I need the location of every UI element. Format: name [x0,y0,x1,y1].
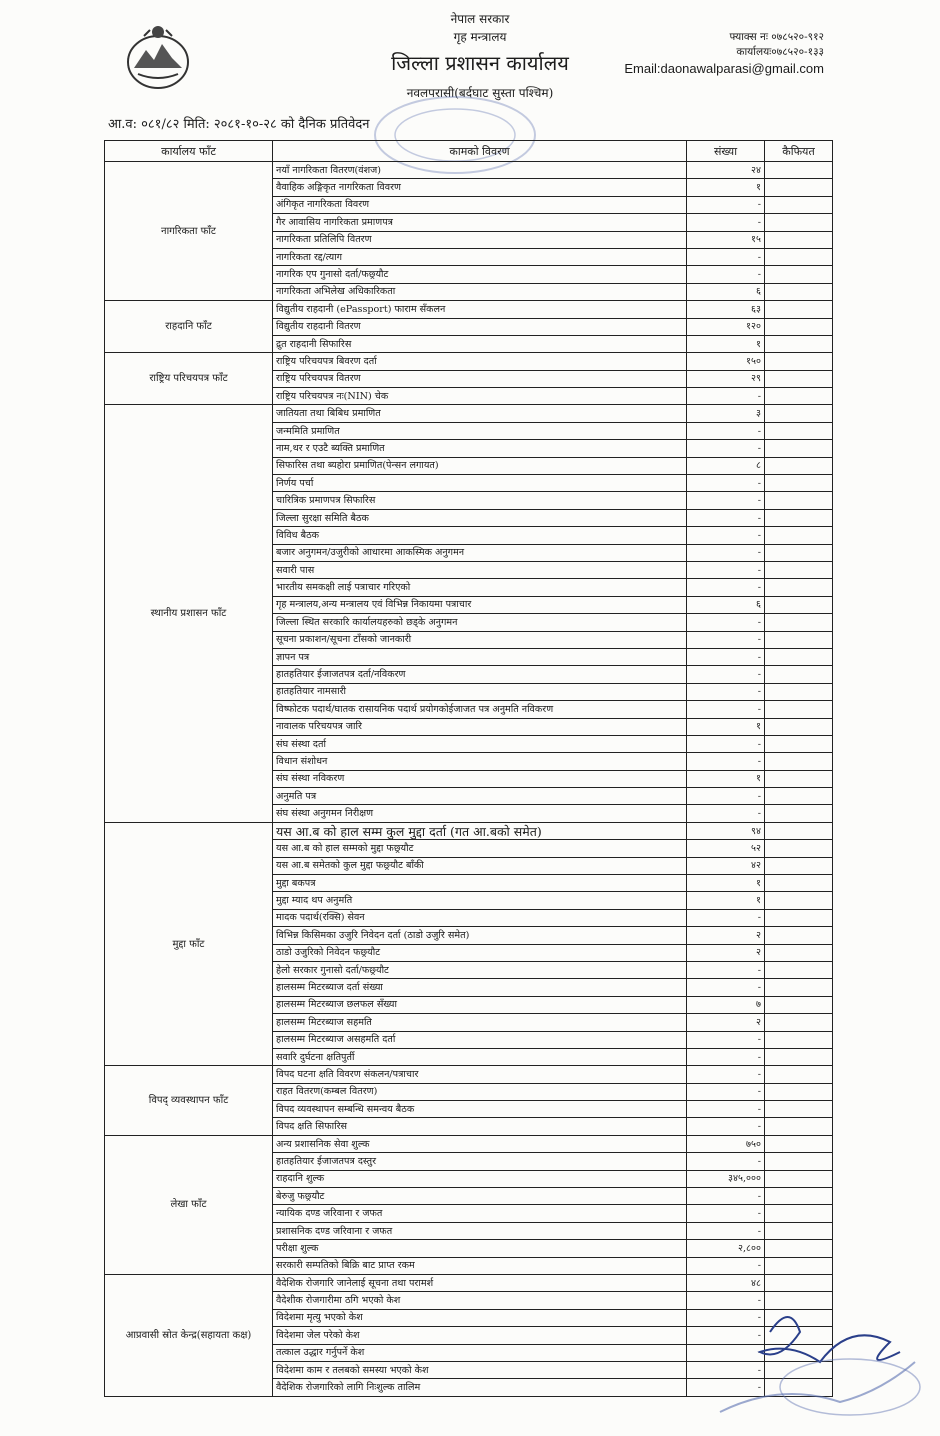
row-count: - [687,388,765,405]
row-count: - [687,1153,765,1170]
row-remarks [765,422,833,439]
row-description: विष्फोटक पदार्थ/घातक रासायनिक पदार्थ प्रयोगकोईजाजत पत्र अनुमति नविकरण [273,701,687,718]
row-count: - [687,1066,765,1083]
row-count: - [687,735,765,752]
row-description: सरकारी सम्पतिको बिक्रि बाट प्राप्त रकम [273,1257,687,1274]
section-name: राहदानि फाँट [105,301,273,353]
row-remarks [765,683,833,700]
row-count: १ [687,875,765,892]
row-description: विपद व्यवस्थापन सम्बन्धि समन्वय बैठक [273,1101,687,1118]
row-remarks [765,701,833,718]
table-header-row [105,141,833,162]
row-remarks [765,405,833,422]
row-count: - [687,1327,765,1344]
row-count: - [687,753,765,770]
table-row [105,162,833,179]
nepal-emblem-icon [120,22,196,92]
row-description: हातहतियार ईजाजतपत्र दस्तुर [273,1153,687,1170]
row-description: हातहतियार ईजाजतपत्र दर्ता/नविकरण [273,666,687,683]
table-row [105,822,833,839]
row-remarks [765,1101,833,1118]
row-description: विद्युतीय राहदानी वितरण [273,318,687,335]
row-count: - [687,1083,765,1100]
table-row [105,1135,833,1152]
row-count: - [687,666,765,683]
row-description: हालसम्म मिटरब्याज असहमति दर्ता [273,1031,687,1048]
row-description: हातहतियार नामसारी [273,683,687,700]
row-description: विभिन्न किसिमका उजुरि निवेदन दर्ता (ठाडो उजुरि समेत) [273,927,687,944]
row-remarks [765,927,833,944]
row-remarks [765,231,833,248]
row-description: मुद्दा बकपत्र [273,875,687,892]
section-name: विपद् व्यवस्थापन फाँट [105,1066,273,1136]
row-count: - [687,805,765,822]
row-count: १ [687,892,765,909]
row-remarks [765,1118,833,1135]
contact-info [600,30,824,78]
row-remarks [765,1031,833,1048]
row-remarks [765,822,833,839]
row-description: अंगिकृत नागरिकता विवरण [273,196,687,213]
row-description: हालसम्म मिटरब्याज दर्ता संख्या [273,979,687,996]
row-remarks [765,770,833,787]
row-remarks [765,1170,833,1187]
row-remarks [765,561,833,578]
row-description: जिल्ला सुरक्षा समिति बैठक [273,509,687,526]
row-description: नागरिक एप गुनासो दर्ता/फछ्र्यौट [273,266,687,283]
row-description: विपद घटना क्षति विवरण संकलन/पत्राचार [273,1066,687,1083]
row-remarks [765,492,833,509]
row-description: राष्ट्रिय परिचयपत्र बिवरण दर्ता [273,353,687,370]
row-count: - [687,961,765,978]
report-body [105,162,833,1397]
row-description: प्रशासनिक दण्ड जरिवाना र जफत [273,1222,687,1239]
row-remarks [765,666,833,683]
row-count: २ [687,1014,765,1031]
row-description: जन्ममिति प्रमाणित [273,422,687,439]
row-remarks [765,857,833,874]
row-description: बेरुजु फछ्र्यौट [273,1188,687,1205]
signature-icon [700,1292,930,1432]
row-count: २ [687,944,765,961]
row-remarks [765,979,833,996]
row-description: गैर आवासिय नागरिकता प्रमाणपत्र [273,214,687,231]
row-count: ९४ [687,822,765,839]
row-count: - [687,1118,765,1135]
row-count: २ [687,927,765,944]
row-count: २४ [687,162,765,179]
row-count: - [687,1031,765,1048]
row-remarks [765,457,833,474]
row-remarks [765,179,833,196]
row-count: १५ [687,231,765,248]
row-remarks [765,648,833,665]
row-description: सवारी पास [273,561,687,578]
section-name: मुद्दा फाँट [105,822,273,1065]
row-count: - [687,1379,765,1396]
row-count: - [687,475,765,492]
section-name: नागरिकता फाँट [105,162,273,301]
row-remarks [765,631,833,648]
row-remarks [765,544,833,561]
row-description: नावालक परिचयपत्र जारि [273,718,687,735]
row-description: हालसम्म मिटरब्याज छलफल सँख्या [273,996,687,1013]
row-description: निर्णय पर्चा [273,475,687,492]
row-description: सवारि दुर्घटना क्षतिपुर्ती [273,1048,687,1065]
row-count: - [687,648,765,665]
row-remarks [765,301,833,318]
row-description: गृह मन्त्रालय,अन्य मन्त्रालय एवं विभिन्न निकायमा पत्राचार [273,596,687,613]
row-count: - [687,544,765,561]
section-name: आप्रवासी स्रोत केन्द्र(सहायता कक्ष) [105,1275,273,1397]
row-count: ६३ [687,301,765,318]
row-count: ७ [687,996,765,1013]
row-description: नागरिकता अभिलेख अधिकारिकता [273,283,687,300]
office-phone: कार्यालयः०७८५२०-१३३ [736,46,824,58]
row-count: - [687,1048,765,1065]
table-row [105,353,833,370]
row-count: - [687,440,765,457]
row-count: - [687,509,765,526]
row-description: अन्य प्रशासनिक सेवा शुल्क [273,1135,687,1152]
row-remarks [765,283,833,300]
section-name: राष्ट्रिय परिचयपत्र फाँट [105,353,273,405]
row-count: ४८ [687,1275,765,1292]
row-description: विद्युतीय राहदानी (ePassport) फाराम सँकलन [273,301,687,318]
email-address: Email:daonawalparasi@gmail.com [624,61,824,76]
row-remarks [765,196,833,213]
row-count: - [687,214,765,231]
row-remarks [765,1014,833,1031]
row-description: संघ संस्था नविकरण [273,770,687,787]
row-description: विदेशमा जेल परेको केश [273,1327,687,1344]
row-count: - [687,1361,765,1378]
row-description: यस आ.ब को हाल सम्मको मुद्दा फछ्र्यौट [273,840,687,857]
row-count: - [687,266,765,283]
row-description: राष्ट्रिय परिचयपत्र वितरण [273,370,687,387]
row-count: १ [687,770,765,787]
row-description: संघ संस्था अनुगमन निरीक्षण [273,805,687,822]
row-description: चारित्रिक प्रमाणपत्र सिफारिस [273,492,687,509]
district-name: नवलपरासी(बर्दघाट सुस्ता पश्चिम) [406,86,554,100]
row-description: यस आ.ब समेतको कुल मुद्दा फछ्र्यौट बाँकी [273,857,687,874]
office-name: जिल्ला प्रशासन कार्यालय [391,51,569,75]
row-description: भारतीय समकक्षी लाई पत्राचार गरिएको [273,579,687,596]
row-count: १५० [687,353,765,370]
row-description: ज्ञापन पत्र [273,648,687,665]
row-remarks [765,909,833,926]
row-count: - [687,631,765,648]
row-count: - [687,1222,765,1239]
daily-report-table [104,140,833,1397]
row-count: ६ [687,283,765,300]
row-remarks [765,527,833,544]
row-count: - [687,196,765,213]
row-remarks [765,248,833,265]
row-description: वैवाहिक अङ्गिकृत नागरिकता विवरण [273,179,687,196]
row-remarks [765,1205,833,1222]
row-description: मादक पदार्थ(रक्सि) सेवन [273,909,687,926]
row-count: ४२ [687,857,765,874]
row-description: तत्काल उद्धार गर्नुपर्ने केश [273,1344,687,1361]
government-name: नेपाल सरकार [450,12,510,26]
row-remarks [765,1222,833,1239]
row-remarks [765,840,833,857]
row-count: १ [687,179,765,196]
row-description: संघ संस्था दर्ता [273,735,687,752]
row-description: विविध बैठक [273,527,687,544]
fax-number: फ्याक्स नः ०७८५२०-९१२ [729,31,824,43]
row-description: विदेशमा मृत्यु भएको केश [273,1309,687,1326]
row-remarks [765,1257,833,1274]
row-count: ७५० [687,1135,765,1152]
row-description: हालसम्म मिटरब्याज सहमति [273,1014,687,1031]
row-description: वैदेशिक रोजगारिको लागि निःशुल्क तालिम [273,1379,687,1396]
row-count: - [687,1292,765,1309]
row-remarks [765,892,833,909]
row-count: - [687,248,765,265]
row-description: विदेशमा काम र तलबको समस्या भएको केश [273,1361,687,1378]
row-description: वैदेशिक रोजगारि जानेलाई सूचना तथा परामर्श [273,1275,687,1292]
row-description: राहत वितरण(कम्बल वितरण) [273,1083,687,1100]
row-remarks [765,335,833,352]
row-count: - [687,527,765,544]
row-remarks [765,944,833,961]
row-count: - [687,909,765,926]
row-count: - [687,492,765,509]
row-count: ५२ [687,840,765,857]
row-remarks [765,614,833,631]
table-row [105,301,833,318]
row-description: विधान संशोधन [273,753,687,770]
row-description: ठाडो उजुरिको निवेदन फछ्र्यौट [273,944,687,961]
report-title: आ.व: ०८१/८२ मिति: २०८१-१०-२८ को दैनिक प्रतिवेदन [108,117,370,132]
row-count: - [687,1257,765,1274]
col-header-count: संख्या [687,141,765,162]
row-remarks [765,1135,833,1152]
row-description: नागरिकता रद्द/त्याग [273,248,687,265]
section-name: स्थानीय प्रशासन फाँट [105,405,273,822]
row-description: जिल्ला स्थित सरकारि कार्यालयहरुको छड्के अनुगमन [273,614,687,631]
row-count: - [687,614,765,631]
row-description: बजार अनुगमन/उजुरीको आधारमा आकस्मिक अनुगमन [273,544,687,561]
row-count: ३४५,००० [687,1170,765,1187]
row-description: यस आ.ब को हाल सम्म कुल मुद्दा दर्ता (गत आ.बको समेत) [273,822,687,839]
row-remarks [765,214,833,231]
row-remarks [765,579,833,596]
row-remarks [765,509,833,526]
row-description: नागरिकता प्रतिलिपि वितरण [273,231,687,248]
row-count: - [687,1188,765,1205]
table-row [105,1066,833,1083]
row-remarks [765,788,833,805]
row-count: ६ [687,596,765,613]
row-remarks [765,162,833,179]
row-remarks [765,961,833,978]
row-remarks [765,1188,833,1205]
row-description: विपद क्षति सिफारिस [273,1118,687,1135]
table-row [105,1275,833,1292]
row-description: राष्ट्रिय परिचयपत्र नः(NIN) चेक [273,388,687,405]
section-name: लेखा फाँट [105,1135,273,1274]
row-count: - [687,979,765,996]
row-count: - [687,1344,765,1361]
row-remarks [765,718,833,735]
row-remarks [765,475,833,492]
row-remarks [765,1083,833,1100]
row-remarks [765,266,833,283]
row-count: - [687,788,765,805]
row-description: वैदेशीक रोजगारीमा ठगि भएको केश [273,1292,687,1309]
row-count: १ [687,335,765,352]
row-remarks [765,353,833,370]
row-count: - [687,422,765,439]
col-header-description: कामको विवरण [273,141,687,162]
row-count: - [687,1309,765,1326]
row-count: - [687,683,765,700]
row-remarks [765,1066,833,1083]
row-remarks [765,875,833,892]
col-header-remarks: कैफियत [765,141,833,162]
row-remarks [765,1275,833,1292]
row-count: २,८०० [687,1240,765,1257]
row-remarks [765,1240,833,1257]
row-count: ३ [687,405,765,422]
row-description: द्रुत राहदानी सिफारिस [273,335,687,352]
row-remarks [765,805,833,822]
row-count: ८ [687,457,765,474]
row-description: नयाँ नागरिकता वितरण(वंशज) [273,162,687,179]
row-description: अनुमति पत्र [273,788,687,805]
row-count: - [687,1101,765,1118]
row-description: राहदानि शुल्क [273,1170,687,1187]
row-remarks [765,753,833,770]
row-remarks [765,1153,833,1170]
row-remarks [765,388,833,405]
row-count: - [687,579,765,596]
row-description: सूचना प्रकाशन/सूचना टाँसको जानकारी [273,631,687,648]
row-count: - [687,701,765,718]
row-remarks [765,996,833,1013]
row-remarks [765,318,833,335]
row-description: नाम,थर र एउटै ब्यक्ति प्रमाणित [273,440,687,457]
row-remarks [765,735,833,752]
row-remarks [765,440,833,457]
row-count: २९ [687,370,765,387]
row-description: न्यायिक दण्ड जरिवाना र जफत [273,1205,687,1222]
row-description: हेलो सरकार गुनासो दर्ता/फछ्र्यौट [273,961,687,978]
row-remarks [765,1048,833,1065]
table-row [105,405,833,422]
row-description: सिफारिस तथा ब्यहोरा प्रमाणित(पेन्सन लगायत) [273,457,687,474]
row-description: जातियता तथा बिबिध प्रमाणित [273,405,687,422]
row-count: १ [687,718,765,735]
row-count: १२० [687,318,765,335]
row-remarks [765,596,833,613]
row-description: परीक्षा शुल्क [273,1240,687,1257]
row-count: - [687,1205,765,1222]
row-count: - [687,561,765,578]
row-description: मुद्दा म्याद थप अनुमति [273,892,687,909]
col-header-section: कार्यालय फाँट [105,141,273,162]
row-remarks [765,370,833,387]
ministry-name: गृह मन्त्रालय [453,30,507,44]
